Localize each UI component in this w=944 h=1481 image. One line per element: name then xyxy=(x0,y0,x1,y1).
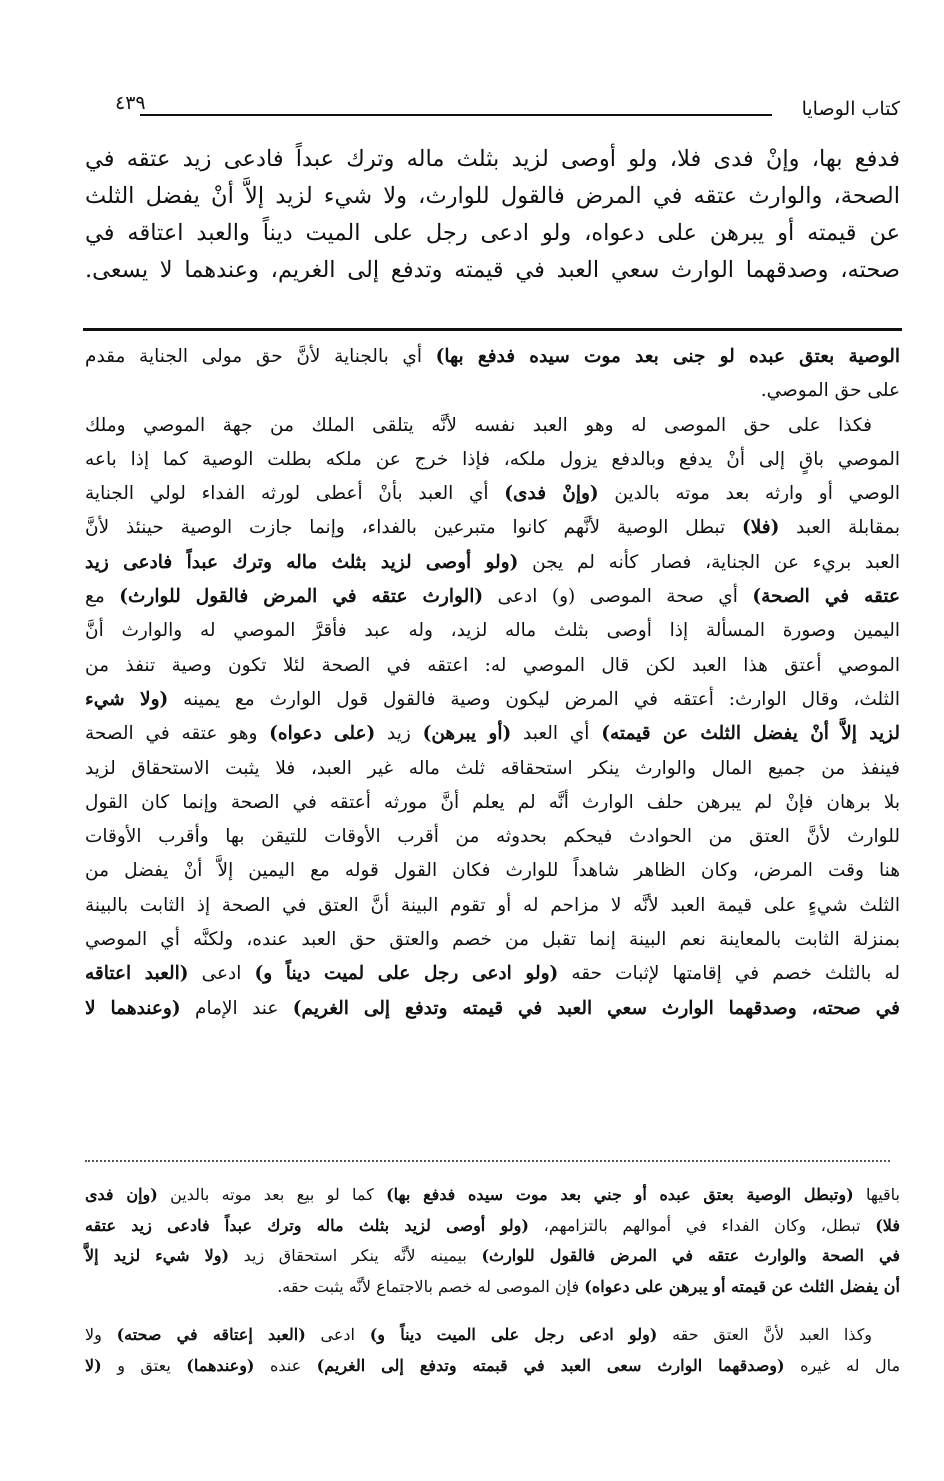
bold-text-segment: (ولو أوصى لزيد بثلث ماله وترك عبداً فادعى زيد xyxy=(85,551,519,573)
running-header xyxy=(85,92,900,122)
text-segment: باقيها xyxy=(853,1185,901,1204)
text-segment: مع xyxy=(85,586,120,608)
text-segment: الموصي باقٍ إلى أنْ يدفع وبالدفع يزول ملكه، فإذا خرج عن ملكه بطلت الوصية كما إذا باعه xyxy=(85,448,900,470)
text-line xyxy=(85,1241,900,1272)
text-segment: للوارث لأنَّ العتق من الحوادث فيحكم بحدوثه من أقرب الأوقات للتيقن بها وأقرب الأوقات xyxy=(85,826,900,848)
header-rule xyxy=(140,114,772,116)
bold-text-segment: (وعندهما لا xyxy=(85,997,181,1019)
bold-text-segment: (وتبطل الوصية بعتق عبده أو جني بعد موت سيده فدفع بها) xyxy=(386,1185,854,1204)
bold-text-segment: (على دعواه) xyxy=(269,723,376,745)
text-segment: فينفذ من جميع المال والوارث ينكر استحقاقه ثلث ماله غير العبد، فلا يثبت الاستحقاق لزيد xyxy=(85,757,900,779)
text-line xyxy=(85,992,900,1026)
text-line xyxy=(85,409,900,443)
text-line xyxy=(85,1211,900,1242)
text-segment: فكذا على حق الموصى له وهو العبد نفسه لأنَّه يتلقى الملك من جهة الموصي وملك xyxy=(85,414,872,436)
text-segment: العبد بريء عن الجناية، فصار كأنه لم يجن xyxy=(518,551,900,573)
text-segment: عن قيمته أو يبرهن على دعواه، ولو ادعى رجل على الميت ديناً والعبد اعتاقه في xyxy=(85,220,900,246)
text-segment: عنده xyxy=(254,1355,317,1375)
text-line xyxy=(85,854,900,888)
text-segment: الصحة، والوارث عتقه في المرض فالقول للوارث، ولا شيء لزيد إلاَّ أنْ يفضل الثلث xyxy=(85,183,900,209)
bold-text-segment: (ولو ادعى رجل على لميت ديناً و) xyxy=(254,963,559,985)
text-segment: صحته، وصدقهما الوارث سعي العبد في قيمته وتدفع إلى الغريم، وعندهما لا يسعى. xyxy=(85,257,900,283)
bold-text-segment: عتقه في الصحة) xyxy=(752,586,900,608)
text-segment: على حق الموصي. xyxy=(760,380,900,402)
text-segment: وهو عتقه في الصحة xyxy=(85,723,270,745)
page-number: ٤٣٩ xyxy=(115,92,146,114)
main-text-divider xyxy=(83,328,902,331)
text-segment: مال له غيره xyxy=(784,1355,901,1375)
bold-text-segment: (الوارث عتقه في المرض فالقول للوارث) xyxy=(119,586,484,608)
bold-text-segment: (لا xyxy=(85,1355,102,1375)
text-segment: يعتق و xyxy=(101,1355,187,1375)
bold-text-segment: أن يفضل الثلث عن قيمته أو يبرهن على دعواه) xyxy=(584,1276,900,1296)
text-segment: له بالثلث خصم في إقامتها لإثبات حقه xyxy=(558,963,900,985)
bold-text-segment: (العبد إعتاقه في صحته) xyxy=(116,1325,306,1344)
bold-text-segment: لزيد إلاَّ أنْ يفضل الثلث عن قيمته) xyxy=(601,723,900,745)
text-line xyxy=(85,511,900,545)
text-segment: الوصي أو وارثه بعد موته بالدين xyxy=(598,483,900,505)
text-line xyxy=(85,752,900,786)
text-line xyxy=(85,923,900,957)
text-line xyxy=(85,614,900,648)
text-segment: الثلث، وقال الوارث: أعتقه في المرض ليكون وصية فالقول قول الوارث مع يمينه xyxy=(168,688,900,710)
footnote-divider xyxy=(85,1160,890,1162)
text-segment: هنا وقت المرض، وكان الظاهر شاهداً للوارث فكان القول قوله مع اليمين إلاَّ أنْ يفضل من xyxy=(85,860,900,882)
bold-text-segment: في الصحة والوارث عتقه في المرض فالقول للوارث) xyxy=(481,1246,900,1265)
text-segment: أي صحة الموصى (و) ادعى xyxy=(483,586,753,608)
text-line xyxy=(85,477,900,511)
text-line xyxy=(85,786,900,820)
text-line xyxy=(85,649,900,683)
text-segment: ادعى xyxy=(188,963,255,985)
text-line xyxy=(85,215,900,252)
text-segment: بمقابلة العبد xyxy=(779,517,900,539)
commentary-text xyxy=(85,340,900,1026)
bold-text-segment: (وعندهما) xyxy=(186,1355,255,1375)
bold-text-segment: فلا) xyxy=(875,1215,900,1235)
text-line xyxy=(85,580,900,614)
text-line xyxy=(85,141,900,178)
text-line xyxy=(85,546,900,580)
bold-text-segment: (ولا شيء xyxy=(85,688,169,710)
text-line xyxy=(85,178,900,215)
text-line xyxy=(85,443,900,477)
text-line xyxy=(85,1272,900,1303)
text-segment: فدفع بها، وإنْ فدى فلا، ولو أوصى لزيد بثلث ماله وترك عبداً فادعى زيد عتقه في xyxy=(85,146,900,172)
chapter-title: كتاب الوصايا xyxy=(801,98,900,120)
footnote-text xyxy=(85,1180,900,1381)
bold-text-segment: (العبد اعتاقه xyxy=(85,963,189,985)
text-segment: فإن الموصى له خصم بالاجتماع لأنَّه يثبت حقه. xyxy=(277,1276,585,1296)
text-segment: أي العبد xyxy=(511,723,602,745)
text-segment: تبطل الوصية لأنَّهم كانوا متبرعين بالفداء، وإنما جازت الوصية حينئذ لأنَّ xyxy=(85,517,742,539)
text-segment: أي العبد بأنْ أعطى لورثه الفداء لولي الجناية xyxy=(85,483,505,505)
text-segment: أي بالجناية لأنَّ حق مولى الجناية مقدم xyxy=(85,346,436,367)
text-segment: عند الإمام xyxy=(180,997,293,1019)
bold-text-segment: (وإنْ فدى) xyxy=(504,483,599,505)
text-segment: تبطل، وكان الفداء في أموالهم بالتزامهم، xyxy=(528,1215,876,1235)
text-line xyxy=(85,374,900,408)
text-segment: الثلث شيءٍ على قيمة العبد لأنَّه لا مزاحم له أو تقوم البينة أنَّ العتق في الصحة إذ الثابت بالبينة xyxy=(85,894,900,916)
bold-text-segment: (أو يبرهن) xyxy=(422,723,512,745)
text-line xyxy=(85,340,900,374)
bold-text-segment: (فلا) xyxy=(741,517,780,539)
text-segment: بيمينه لأنَّه ينكر استحقاق زيد xyxy=(229,1246,482,1265)
text-line xyxy=(85,1320,900,1351)
main-text xyxy=(85,141,900,289)
text-line xyxy=(85,889,900,923)
text-line xyxy=(85,957,900,991)
text-segment: ادعى xyxy=(305,1325,370,1344)
text-line xyxy=(85,1351,900,1382)
bold-text-segment: (ولا شيء لزيد إلاَّ xyxy=(85,1246,230,1265)
text-segment: الموصي أعتق هذا العبد لكن قال الموصي له: اعتقه في الصحة لئلا تكون وصية تنفذ من xyxy=(85,654,900,676)
text-line xyxy=(85,252,900,289)
bold-text-segment: في صحته، وصدقهما الوارث سعي العبد في قيمته وتدفع إلى الغريم) xyxy=(292,997,900,1019)
text-line xyxy=(85,820,900,854)
paragraph-gap xyxy=(85,1302,900,1320)
text-segment: اليمين وصورة المسألة إذا أوصى بثلث ماله لزيد، وله عبد فأقرَّ الموصي له والوارث أنَّ xyxy=(85,620,900,642)
bold-text-segment: الوصية بعتق عبده لو جنى بعد موت سيده فدفع بها) xyxy=(435,346,900,367)
text-line xyxy=(85,1180,900,1211)
text-segment: بلا برهان فإنْ لم يبرهن حلف الوارث أنَّه لم يعلم أنَّ مورثه أعتقه في الصحة وإنما كان القول xyxy=(85,791,900,813)
bold-text-segment: (وإن فدى xyxy=(85,1185,158,1204)
text-segment: بمنزلة الثابت بالمعاينة نعم البينة إنما تقبل من خصم والعتق حق العبد عنده، ولكنَّه أي الموصي xyxy=(85,929,900,951)
text-segment: زيد xyxy=(375,723,423,745)
text-line xyxy=(85,717,900,751)
bold-text-segment: (ولو أوصى لزيد بثلث ماله وترك عبداً فادعى زيد عتقه xyxy=(85,1215,529,1235)
text-line xyxy=(85,683,900,717)
text-segment: كما لو بيع بعد موته بالدين xyxy=(157,1185,387,1204)
text-segment: ولا xyxy=(85,1325,117,1344)
bold-text-segment: (وصدقهما الوارث سعى العبد في قبمته وتدفع إلى الغريم) xyxy=(316,1355,785,1375)
text-segment: وكذا العبد لأنَّ العتق حقه xyxy=(657,1325,873,1344)
bold-text-segment: (ولو ادعى رجل على الميت ديناً و) xyxy=(369,1325,658,1344)
